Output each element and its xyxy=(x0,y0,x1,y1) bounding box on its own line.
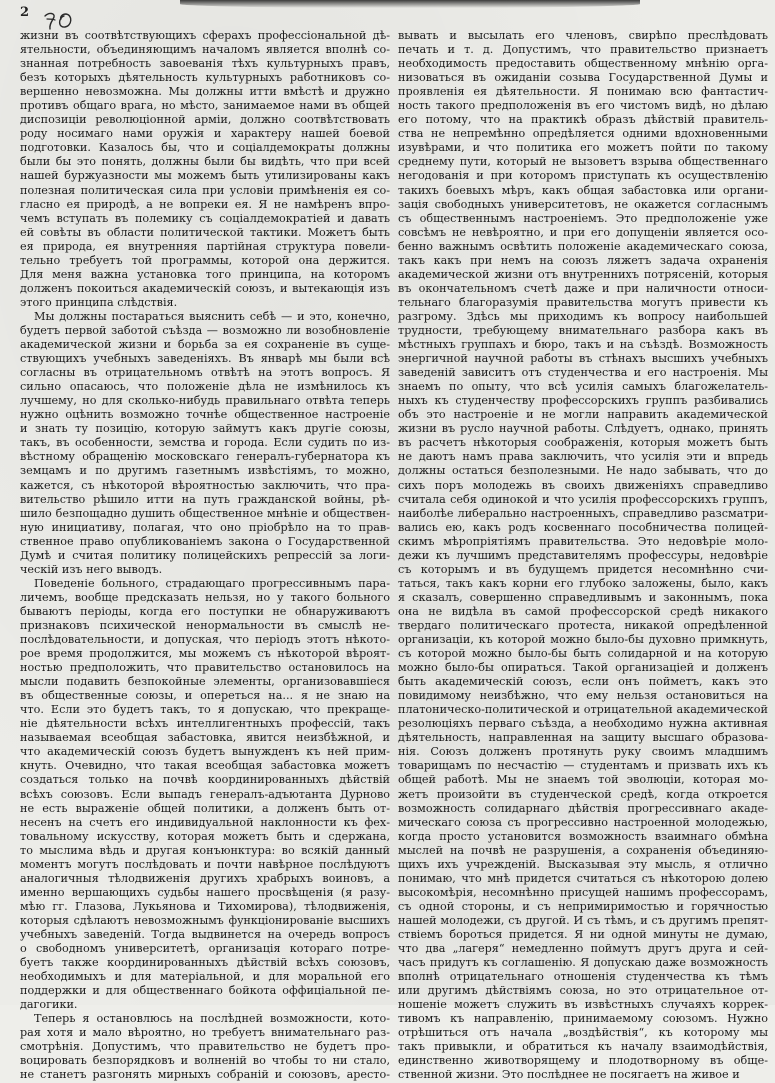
text-line: ношеніе можетъ служить въ извѣстныхъ случаяхъ коррек- xyxy=(398,998,768,1012)
text-line: дѣятельность, направленная на защиту высшаго образова- xyxy=(398,731,768,745)
text-line: ей совѣты въ области политической тактики. Можетъ быть xyxy=(20,225,390,239)
text-line: нія. Союзъ долженъ протянуть руку своимъ младшимъ xyxy=(398,745,768,759)
text-line: необходимость предоставить общественному мнѣнію орга- xyxy=(398,57,768,71)
text-line: низоваться въ ожиданіи созыва Государственной Думы и xyxy=(398,71,768,85)
text-line: съ одной стороны, и съ непримиримостью и горячностью xyxy=(398,899,768,913)
text-line: ственной жизни. Это послѣднее не посягаетъ на живое и xyxy=(398,1068,740,1082)
text-line: вершенно невозможна. Мы должны итти вмѣстѣ и дружно xyxy=(20,85,390,99)
text-line: съ которымъ и въ будущемъ придется несомнѣнно счи- xyxy=(398,562,768,576)
text-line: подготовки. Казалось бы, что и соціалдемократы должны xyxy=(20,141,390,155)
text-line: быть академическій союзъ, если онъ пойметъ, какъ это xyxy=(398,675,768,689)
text-line: аналогичныя тѣлодвиженія другихъ храбрыхъ воиновъ, а xyxy=(20,871,390,885)
text-line: твердаго политическаго протеста, никакой опредѣленной xyxy=(398,618,768,632)
text-line: ческій изъ него выводъ. xyxy=(20,562,163,576)
text-line: понимаю, что мнѣ придется считаться съ нѣкоторою долею xyxy=(398,871,768,885)
text-line: и знать ту позицію, которую займутъ какъ другіе союзы, xyxy=(20,422,390,436)
text-line: въ окончательномъ счетѣ даже и при наличности относи- xyxy=(398,281,768,295)
text-line: въ расчетъ нѣкоторыя соображенія, которыя можетъ быть xyxy=(398,436,768,450)
text-line: ства не непремѣнно опредѣляется одними вдохновенными xyxy=(398,127,768,141)
text-line: ность такого предположенія въ его чистомъ видѣ, но дѣлаю xyxy=(398,99,768,113)
text-line: создаться только на почвѣ координированныхъ дѣйствій xyxy=(20,773,390,787)
text-line: считала себя одинокой и что усилія профессорскихъ группъ, xyxy=(398,492,768,506)
text-line: согласны въ отрицательномъ отвѣтѣ на этотъ вопросъ. Я xyxy=(20,366,390,380)
text-line: рая хотя и мало вѣроятно, но требуетъ внимательнаго раз- xyxy=(20,1026,390,1040)
text-line: ныхъ къ студенчеству профессорскихъ группъ разбивались xyxy=(398,394,768,408)
text-line: ную инициативу, полагая, что оно пріобрѣло на то прав- xyxy=(20,520,390,534)
text-line: нашей буржуазности мы можемъ быть утилизированы какъ xyxy=(20,169,390,183)
text-line: таться, такъ какъ корни его глубоко заложены, было, какъ xyxy=(398,576,768,590)
text-line: съ которой можно было-бы быть солидарной и на которую xyxy=(398,647,768,661)
text-line: часъ придутъ къ соглашенію. Я допускаю даже возможность xyxy=(398,956,768,970)
text-line: послѣдовательности, и допуская, что періодъ этотъ нѣкото- xyxy=(20,633,390,647)
text-line: земцамъ и по другимъ газетнымъ извѣстіямъ, то можно, xyxy=(20,464,390,478)
text-line: рое время продолжится, мы можемъ съ нѣкоторой вѣроят- xyxy=(20,647,390,661)
text-line: шило безпощадно душить общественное мнѣніе и обществен- xyxy=(20,506,390,520)
text-line: безъ которыхъ дѣятельность культурныхъ работниковъ со- xyxy=(20,71,390,85)
text-line: негодованія и при которомъ приступать къ осуществленію xyxy=(398,169,768,183)
text-line: не даютъ намъ права заключить, что усилія эти и впредь xyxy=(398,450,768,464)
text-line: буетъ также координированныхъ дѣйствій всѣхъ союзовъ, xyxy=(20,956,390,970)
text-line: ея природа, ея внутренняя партійная структура повели- xyxy=(20,239,390,253)
text-line: можно было-бы опираться. Такой организаціей и долженъ xyxy=(398,661,768,675)
text-line: то мыслима вѣдь и другая конъюнктура: во всякій данный xyxy=(20,843,390,857)
text-line: кнуть. Очевидно, что такая всеобщая забастовка можетъ xyxy=(20,759,390,773)
text-line: разгрому. Здѣсь мы приходимъ къ вопросу наибольшей xyxy=(398,309,768,323)
text-line: энергичной научной работы въ стѣнахъ высшихъ учебныхъ xyxy=(398,352,768,366)
text-line: Теперь я остановлюсь на послѣдней возможности, кото- xyxy=(34,1012,390,1026)
text-line: объ это настроеніе и не могли направить академической xyxy=(398,408,768,422)
text-line: зація свободныхъ университетовъ, не окажется согласнымъ xyxy=(398,197,768,211)
text-line: тельно требуетъ той программы, которой она держится. xyxy=(20,253,390,267)
text-line: такихъ боевыхъ мѣръ, какъ общая забастовка или органи- xyxy=(398,183,768,197)
text-line: несенъ на счетъ его индивидуальной наклонности къ фех- xyxy=(20,815,390,829)
text-line: Для меня важна установка того принципа, на которомъ xyxy=(20,267,390,281)
page-number: 2 xyxy=(20,5,30,20)
text-line: что академическій союзъ будетъ вынужденъ къ ней прим- xyxy=(20,745,390,759)
text-line: организаціи, къ которой можно было-бы духовно примкнуть, xyxy=(398,633,768,647)
text-line: полезная политическая сила при условіи примѣненія ея со- xyxy=(20,183,390,197)
text-line: ствіемъ бороться придется. Я ни одной минуты не думаю, xyxy=(398,928,768,941)
text-line: такъ какъ при немъ на союзъ ляжетъ задача охраненія xyxy=(398,253,768,267)
text-line: я сказалъ, совершенно справедливымъ и законнымъ, пока xyxy=(398,590,768,604)
text-line: сильно опасаюсь, что положеніе дѣла не измѣнилось къ xyxy=(20,380,390,394)
text-line: повидимому неизбѣжно, что ему нельзя остановиться на xyxy=(398,689,768,703)
text-line: ствующихъ учебныхъ заведеніяхъ. Въ январѣ мы были всѣ xyxy=(20,352,390,366)
text-line: академической жизни и борьба за ея сохраненіе въ суще- xyxy=(20,338,390,352)
right-column xyxy=(398,29,768,1083)
text-line: высокомѣрія, несомнѣнно присущей нашимъ профессорамъ, xyxy=(398,885,768,899)
text-line: воцировать безпорядковъ и волненій во чтобы то ни стало, xyxy=(20,1054,390,1068)
text-line: мѣстныхъ группахъ и бюро, такъ и на съѣздѣ. Возможность xyxy=(398,338,768,352)
text-line: которыя сдѣлаютъ невозможнымъ функціонированіе высшихъ xyxy=(20,913,390,927)
text-line: такъ привыкли, и обратиться къ началу взаимодѣйствія, xyxy=(398,1040,768,1054)
text-line: гласно ея природѣ, а не вопреки ея. Я не намѣренъ впро- xyxy=(20,197,390,211)
text-line: жизни въ соотвѣтствующихъ сферахъ профессіональной дѣ- xyxy=(20,29,390,42)
text-line: о свободномъ университетѣ, организація котораго потре- xyxy=(20,942,390,956)
text-line: единственно животворящему и плодотворному въ обще- xyxy=(398,1054,768,1068)
text-line: диспозиціи революціонной арміи, должно соотвѣтствовать xyxy=(20,113,390,127)
text-line: отрѣшиться отъ начала „воздѣйствія“, къ которому мы xyxy=(398,1026,768,1040)
text-line: должны остаться безполезными. Не надо забывать, что до xyxy=(398,464,768,478)
text-line: роду носимаго нами оружія и характеру нашей боевой xyxy=(20,127,390,141)
text-line: называемая всеобщая забастовка, явится неизбѣжной, и xyxy=(20,731,390,745)
text-line: среднему пути, который не вызоветъ взрыва общественнаго xyxy=(398,155,768,169)
text-line: такъ, въ особенности, земства и города. Если судить по из- xyxy=(20,436,390,450)
text-line: что. Если это будетъ такъ, то я допускаю, что прекраще- xyxy=(20,703,390,717)
text-line: сихъ поръ молодежь въ своихъ движеніяхъ справедливо xyxy=(398,478,768,492)
text-line: наиболѣе либерально настроенныхъ, справедливо разсматри- xyxy=(398,506,768,520)
text-line: щихъ ихъ учрежденій. Высказывая эту мысль, я отлично xyxy=(398,857,768,871)
text-line: долженъ покоиться академическій союзъ, и вытекающія изъ xyxy=(20,281,390,295)
text-line: дежи къ лучшимъ представителямъ профессуры, недовѣріе xyxy=(398,548,768,562)
text-line: всѣхъ союзовъ. Если выпадъ генералъ-адъютанта Дурново xyxy=(20,787,390,801)
text-line: не станетъ разгонять мирныхъ собраній и союзовъ, аресто- xyxy=(20,1068,390,1082)
text-line: поддержки и для общественнаго бойкота оффиціальной пе- xyxy=(20,984,390,998)
text-line: признаковъ психической ненормальности въ смыслѣ не- xyxy=(20,618,390,632)
text-line: Думѣ и считая политику полицейскихъ репрессій за логи- xyxy=(20,548,390,562)
text-line: его потому, что на практикѣ образъ дѣйствій правитель- xyxy=(398,113,768,127)
text-line: чемъ вступать въ полемику съ соціалдемократіей и давать xyxy=(20,211,390,225)
text-line: съ общественнымъ настроеніемъ. Это предположеніе уже xyxy=(398,211,768,225)
text-line: знаемъ по опыту, что всѣ усилія самыхъ благожелатель- xyxy=(398,380,768,394)
text-line: мѣю гг. Глазова, Лукьянова и Тихомирова), тѣлодвиженія, xyxy=(20,899,390,913)
text-line: будетъ первой заботой съѣзда — возможно ли возобновленіе xyxy=(20,323,390,337)
text-line: резолюціяхъ перваго съѣзда, а необходимо нужна активная xyxy=(398,717,768,731)
text-line: Мы должны постараться выяснить себѣ — и это, конечно, xyxy=(34,309,390,323)
text-line: учебныхъ заведеній. Тогда выдвинется на очередь вопросъ xyxy=(20,928,390,941)
text-line: въ общественные союзы, и опереться на... я не знаю на xyxy=(20,689,390,703)
text-line: платоническо-политической и отрицательной академической xyxy=(398,703,768,717)
text-line: вались ею, какъ родъ косвеннаго пособничества полицей- xyxy=(398,520,768,534)
text-line: трудности, требующему внимательнаго разбора какъ въ xyxy=(398,323,768,337)
text-line: необходимыхъ и для матеріальной, и для моральной его xyxy=(20,970,390,984)
text-line: бенно важнымъ освѣтить положеніе академическаго союза, xyxy=(398,239,768,253)
text-line: тельнаго благоразумія правительства могутъ привести къ xyxy=(398,295,768,309)
text-line: совсѣмъ не невѣроятно, и при его допущеніи является осо- xyxy=(398,225,768,239)
text-line: мысли подавить безпокойные элементы, организовавшіеся xyxy=(20,675,390,689)
text-line: кажется, съ нѣкоторой вѣроятностью заключить, что пра- xyxy=(20,478,390,492)
left-column xyxy=(20,29,390,1083)
text-line: знанная потребность завоеванія тѣхъ культурныхъ правъ, xyxy=(20,57,390,71)
text-line: лучшему, но для сколько-нибудь правильнаго отвѣта теперь xyxy=(20,394,390,408)
text-line: этого принципа слѣдствія. xyxy=(20,295,178,309)
text-line: мическаго союза съ прогрессивно настроенной молодежью, xyxy=(398,815,768,829)
text-line: возможность солидарнаго дѣйствія прогрессивнаго акаде- xyxy=(398,801,768,815)
text-line: заведеній зависитъ отъ студенчества и его настроенія. Мы xyxy=(398,366,768,380)
text-line: не есть выраженіе общей политики, а долженъ быть от- xyxy=(20,801,390,815)
text-line: она не видѣла въ самой профессорской средѣ никакого xyxy=(398,604,768,618)
text-line: вѣстному обращенію московскаго генералъ-губернатора къ xyxy=(20,450,390,464)
text-line: жетъ произойти въ студенческой средѣ, когда откроется xyxy=(398,787,768,801)
text-line: печать и т. д. Допустимъ, что правительство признаетъ xyxy=(398,43,768,57)
text-line: изувѣрами, и что политика его можетъ пойти по такому xyxy=(398,141,768,155)
scan-smudge xyxy=(180,0,640,8)
text-line: тивомъ къ направленію, принимаемому союзомъ. Нужно xyxy=(398,1012,768,1026)
text-line: ніе дѣятельности всѣхъ интеллигентныхъ профессій, такъ xyxy=(20,717,390,731)
text-line: именно вершающихъ судьбы нашего просвѣщенія (я разу- xyxy=(20,885,390,899)
text-line: ственное право опубликованіемъ закона о Государственной xyxy=(20,534,390,548)
text-line: нужно оцѣнить возможно точнѣе общественное настроеніе xyxy=(20,408,390,422)
text-line: вывать и высылать его членовъ, свирѣпо преслѣдовать xyxy=(398,29,768,42)
text-line: вительство рѣшило итти на путь гражданской войны, рѣ- xyxy=(20,492,390,506)
text-line: смотрѣнія. Допустимъ, что правительство не будетъ про- xyxy=(20,1040,390,1054)
text-line: мыслей на почвѣ не разрушенія, а сохраненія объединяю- xyxy=(398,843,768,857)
text-line: бываютъ періоды, когда его поступки не обнаруживаютъ xyxy=(20,604,390,618)
text-line: ятельности, объединяющимъ началомъ является вполнѣ со- xyxy=(20,43,390,57)
text-line: личемъ, вообще предсказать нельзя, но у такого больного xyxy=(20,590,390,604)
text-line: вполнѣ отрицательнаго отношенія студенчества къ тѣмъ xyxy=(398,970,768,984)
text-line: академической жизни отъ внутреннихъ потрясеній, которыя xyxy=(398,267,768,281)
text-line: противъ общаго врага, но мѣсто, занимаемое нами въ общей xyxy=(20,99,390,113)
text-line: моментъ могутъ послѣдовать и почти навѣрное послѣдуютъ xyxy=(20,857,390,871)
text-line: когда просто установится возможность взаимнаго обмѣна xyxy=(398,829,768,843)
text-line: проявленія ея дѣятельности. Я понимаю всю фантастич- xyxy=(398,85,768,99)
text-line: дагогики. xyxy=(20,998,78,1012)
text-line: общей работѣ. Мы не знаемъ той эволюціи, которая мо- xyxy=(398,773,768,787)
text-line: товальному искусству, которая можетъ быть и сдержана, xyxy=(20,829,390,843)
text-line: были бы это понять, должны были бы видѣть, что при всей xyxy=(20,155,390,169)
text-line: что два „лагеря“ немедленно поймутъ другъ друга и сей- xyxy=(398,942,768,956)
text-line: товарищамъ по несчастію — студентамъ и призвать ихъ къ xyxy=(398,759,768,773)
text-line: скимъ мѣропріятіямъ правительства. Это недовѣріе моло- xyxy=(398,534,768,548)
text-line: нашей молодежи, съ другой. И съ тѣмъ, и съ другимъ препят- xyxy=(398,913,768,927)
text-line: или другимъ дѣйствіямъ союза, но это отрицательное от- xyxy=(398,984,768,998)
text-line: ностью предположить, что правительство остановилось на xyxy=(20,661,390,675)
text-line: Поведеніе больного, страдающаго прогрессивнымъ пара- xyxy=(34,576,390,590)
text-line: жизни въ русло научной работы. Слѣдуетъ, однако, принять xyxy=(398,422,768,436)
